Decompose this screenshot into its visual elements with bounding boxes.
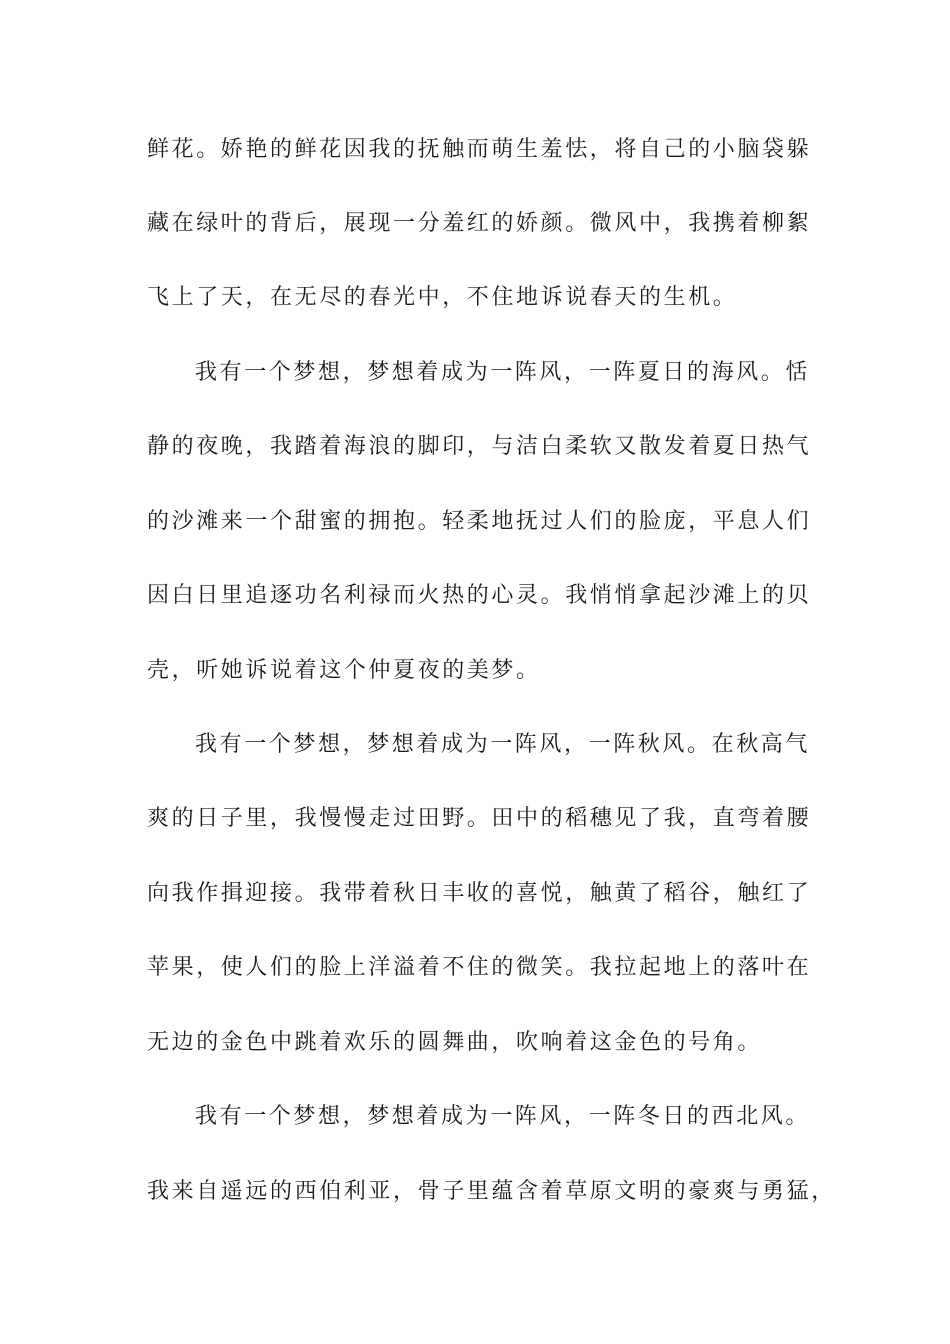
text-line: 我来自遥远的西伯利亚，骨子里蕴含着草原文明的豪爽与勇猛，	[147, 1179, 836, 1204]
text-line: 苹果，使人们的脸上洋溢着不住的微笑。我拉起地上的落叶在	[147, 955, 812, 980]
text-line: 向我作揖迎接。我带着秋日丰收的喜悦，触黄了稻谷，触红了	[147, 881, 812, 906]
text-line: 的沙滩来一个甜蜜的拥抱。轻柔地抚过人们的脸庞，平息人们	[147, 509, 812, 534]
paragraph-first-line: 我有一个梦想，梦想着成为一阵风，一阵冬日的西北风。	[195, 1104, 811, 1129]
text-line: 爽的日子里，我慢慢走过田野。田中的稻穗见了我，直弯着腰	[147, 806, 812, 831]
text-line: 因白日里追逐功名利禄而火热的心灵。我悄悄拿起沙滩上的贝	[147, 583, 812, 608]
text-line: 藏在绿叶的背后，展现一分羞红的娇颜。微风中，我携着柳絮	[147, 211, 812, 236]
text-line: 鲜花。娇艳的鲜花因我的抚触而萌生羞怯，将自己的小脑袋躲	[147, 137, 812, 162]
text-line: 壳，听她诉说着这个仲夏夜的美梦。	[147, 658, 541, 683]
paragraph-first-line: 我有一个梦想，梦想着成为一阵风，一阵秋风。在秋高气	[195, 732, 811, 757]
text-line: 静的夜晚，我踏着海浪的脚印，与洁白柔软又散发着夏日热气	[147, 434, 812, 459]
paragraph-first-line: 我有一个梦想，梦想着成为一阵风，一阵夏日的海风。恬	[195, 360, 811, 385]
text-line: 无边的金色中跳着欢乐的圆舞曲，吹响着这金色的号角。	[147, 1030, 763, 1055]
text-line: 飞上了天，在无尽的春光中，不住地诉说春天的生机。	[147, 285, 738, 310]
